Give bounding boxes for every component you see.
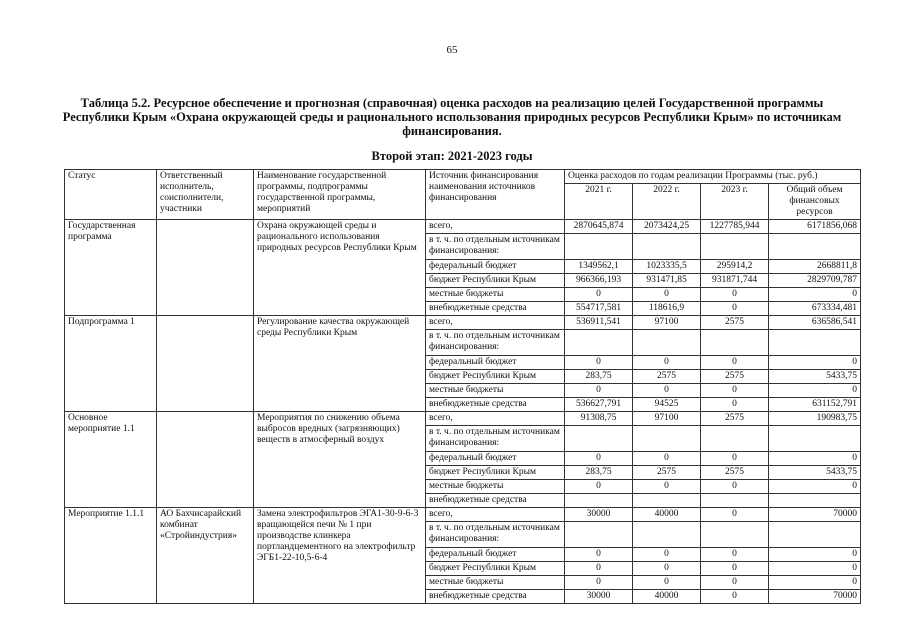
value-2023: 0 [701, 576, 769, 590]
value-2023: 0 [701, 548, 769, 562]
value-2022: 0 [633, 576, 701, 590]
value-cell [769, 522, 861, 548]
value-cell [701, 234, 769, 260]
value-2023: 1227785,944 [701, 220, 769, 234]
row-name: Мероприятия по снижению объема выбросов вредных (загрязняющих) веществ в атмосферный воздух [254, 412, 426, 508]
row-name: Охрана окружающей среды и рационального использования природных ресурсов Республики Крым [254, 220, 426, 316]
header-name: Наименование государственной программы, подпрограммы государственной программы, мероприятий [254, 170, 426, 220]
table-row [65, 412, 861, 426]
value-total: 0 [769, 562, 861, 576]
value-2023: 2575 [701, 316, 769, 330]
value-cell [633, 330, 701, 356]
value-total: 0 [769, 548, 861, 562]
value-2022: 0 [633, 562, 701, 576]
source-label: местные бюджеты [426, 288, 565, 302]
source-label: местные бюджеты [426, 576, 565, 590]
value-2022: 931471,85 [633, 274, 701, 288]
source-label: в т. ч. по отдельным источникам финансирования: [426, 330, 565, 356]
source-label: всего, [426, 412, 565, 426]
page-number: 65 [446, 44, 458, 56]
financing-table [64, 169, 861, 604]
value-2021: 1349562,1 [565, 260, 633, 274]
value-2021: 0 [565, 562, 633, 576]
value-2022: 2575 [633, 466, 701, 480]
value-2022: 40000 [633, 590, 701, 604]
value-2022: 94525 [633, 398, 701, 412]
value-2023: 0 [701, 398, 769, 412]
value-2021: 30000 [565, 590, 633, 604]
row-name: Замена электрофильтров ЭГА1-30-9-6-3 вращающейся печи № 1 при производстве клинкера портландцементного на электрофильтр ЭГБ1-22-10,5-6-4 [254, 508, 426, 604]
value-2022: 0 [633, 548, 701, 562]
value-2021: 536627,791 [565, 398, 633, 412]
value-2023: 295914,2 [701, 260, 769, 274]
source-label: бюджет Республики Крым [426, 370, 565, 384]
value-total: 673334,481 [769, 302, 861, 316]
value-2022: 40000 [633, 508, 701, 522]
value-total: 5433,75 [769, 466, 861, 480]
value-2021: 283,75 [565, 466, 633, 480]
source-label: бюджет Республики Крым [426, 466, 565, 480]
value-cell [565, 330, 633, 356]
value-2023: 0 [701, 480, 769, 494]
value-total: 5433,75 [769, 370, 861, 384]
value-total: 0 [769, 576, 861, 590]
header-year-2022: 2022 г. [633, 184, 701, 220]
value-2023: 0 [701, 288, 769, 302]
value-total: 70000 [769, 590, 861, 604]
source-label: местные бюджеты [426, 384, 565, 398]
value-2022: 97100 [633, 412, 701, 426]
row-status: Мероприятие 1.1.1 [65, 508, 157, 604]
value-2022: 2575 [633, 370, 701, 384]
source-label: в т. ч. по отдельным источникам финансирования: [426, 234, 565, 260]
value-total: 190983,75 [769, 412, 861, 426]
value-2023: 2575 [701, 412, 769, 426]
value-2022: 0 [633, 356, 701, 370]
value-total [769, 494, 861, 508]
row-status: Основное мероприятие 1.1 [65, 412, 157, 508]
value-2021: 0 [565, 452, 633, 466]
source-label: федеральный бюджет [426, 548, 565, 562]
row-responsible [157, 316, 254, 412]
header-row [65, 170, 861, 184]
value-2023: 0 [701, 590, 769, 604]
value-2023: 2575 [701, 370, 769, 384]
value-cell [565, 426, 633, 452]
source-label: внебюджетные средства [426, 398, 565, 412]
source-label: в т. ч. по отдельным источникам финансирования: [426, 426, 565, 452]
value-cell [769, 234, 861, 260]
table-title: Таблица 5.2. Ресурсное обеспечение и прогнозная (справочная) оценка расходов на реализацию целей Государственной программы Республики Крым «Охрана окружающей среды и рационального использования природных ресурсов Республики Крым» по источникам финансирования. [62, 96, 842, 138]
header-source: Источник финансирования наименования источников финансирования [426, 170, 565, 220]
value-cell [565, 522, 633, 548]
value-total: 0 [769, 356, 861, 370]
value-total: 636586,541 [769, 316, 861, 330]
value-cell [701, 522, 769, 548]
source-label: внебюджетные средства [426, 494, 565, 508]
value-2022: 118616,9 [633, 302, 701, 316]
value-2021: 0 [565, 548, 633, 562]
table-row [65, 220, 861, 234]
value-cell [633, 426, 701, 452]
value-total: 0 [769, 452, 861, 466]
source-label: в т. ч. по отдельным источникам финансирования: [426, 522, 565, 548]
value-2021: 0 [565, 480, 633, 494]
row-responsible [157, 220, 254, 316]
source-label: федеральный бюджет [426, 452, 565, 466]
source-label: местные бюджеты [426, 480, 565, 494]
row-responsible: АО Бахчисарайский комбинат «Стройиндустрия» [157, 508, 254, 604]
source-label: федеральный бюджет [426, 260, 565, 274]
value-cell [633, 522, 701, 548]
value-2021: 2870645,874 [565, 220, 633, 234]
source-label: всего, [426, 220, 565, 234]
value-2023: 0 [701, 562, 769, 576]
header-responsible: Ответственный исполнитель, соисполнители, участники [157, 170, 254, 220]
value-2022: 0 [633, 384, 701, 398]
value-2022 [633, 494, 701, 508]
value-2022: 0 [633, 452, 701, 466]
value-cell [769, 330, 861, 356]
value-2021: 0 [565, 288, 633, 302]
value-total: 0 [769, 288, 861, 302]
value-2023: 0 [701, 356, 769, 370]
source-label: внебюджетные средства [426, 590, 565, 604]
header-total: Общий объем финансовых ресурсов [769, 184, 861, 220]
value-cell [701, 330, 769, 356]
value-2021: 283,75 [565, 370, 633, 384]
value-2023: 0 [701, 452, 769, 466]
value-2021: 0 [565, 576, 633, 590]
value-cell [565, 234, 633, 260]
row-status: Подпрограмма 1 [65, 316, 157, 412]
value-total: 0 [769, 480, 861, 494]
source-label: внебюджетные средства [426, 302, 565, 316]
value-total: 70000 [769, 508, 861, 522]
value-cell [701, 426, 769, 452]
row-status: Государственная программа [65, 220, 157, 316]
source-label: бюджет Республики Крым [426, 562, 565, 576]
value-2023: 931871,744 [701, 274, 769, 288]
value-cell [633, 234, 701, 260]
row-name: Регулирование качества окружающей среды Республики Крым [254, 316, 426, 412]
value-2022: 2073424,25 [633, 220, 701, 234]
value-2021: 0 [565, 384, 633, 398]
header-year-2021: 2021 г. [565, 184, 633, 220]
table-row [65, 316, 861, 330]
value-2021: 536911,541 [565, 316, 633, 330]
value-2023: 2575 [701, 466, 769, 480]
value-2023 [701, 494, 769, 508]
value-2021 [565, 494, 633, 508]
source-label: всего, [426, 508, 565, 522]
value-2023: 0 [701, 302, 769, 316]
header-year-2023: 2023 г. [701, 184, 769, 220]
value-2021: 554717,581 [565, 302, 633, 316]
value-total: 2829709,787 [769, 274, 861, 288]
value-total: 631152,791 [769, 398, 861, 412]
value-2021: 966366,193 [565, 274, 633, 288]
value-cell [769, 426, 861, 452]
value-2023: 0 [701, 384, 769, 398]
value-2022: 1023335,5 [633, 260, 701, 274]
value-total: 0 [769, 384, 861, 398]
header-status: Статус [65, 170, 157, 220]
header-estimate: Оценка расходов по годам реализации Программы (тыс. руб.) [565, 170, 861, 184]
value-total: 2668811,8 [769, 260, 861, 274]
table-row [65, 508, 861, 522]
source-label: бюджет Республики Крым [426, 274, 565, 288]
table-subtitle: Второй этап: 2021-2023 годы [371, 149, 533, 163]
value-2022: 0 [633, 288, 701, 302]
value-2023: 0 [701, 508, 769, 522]
value-2021: 30000 [565, 508, 633, 522]
value-2022: 97100 [633, 316, 701, 330]
value-2021: 91308,75 [565, 412, 633, 426]
source-label: федеральный бюджет [426, 356, 565, 370]
value-total: 6171856,068 [769, 220, 861, 234]
value-2021: 0 [565, 356, 633, 370]
value-2022: 0 [633, 480, 701, 494]
row-responsible [157, 412, 254, 508]
source-label: всего, [426, 316, 565, 330]
